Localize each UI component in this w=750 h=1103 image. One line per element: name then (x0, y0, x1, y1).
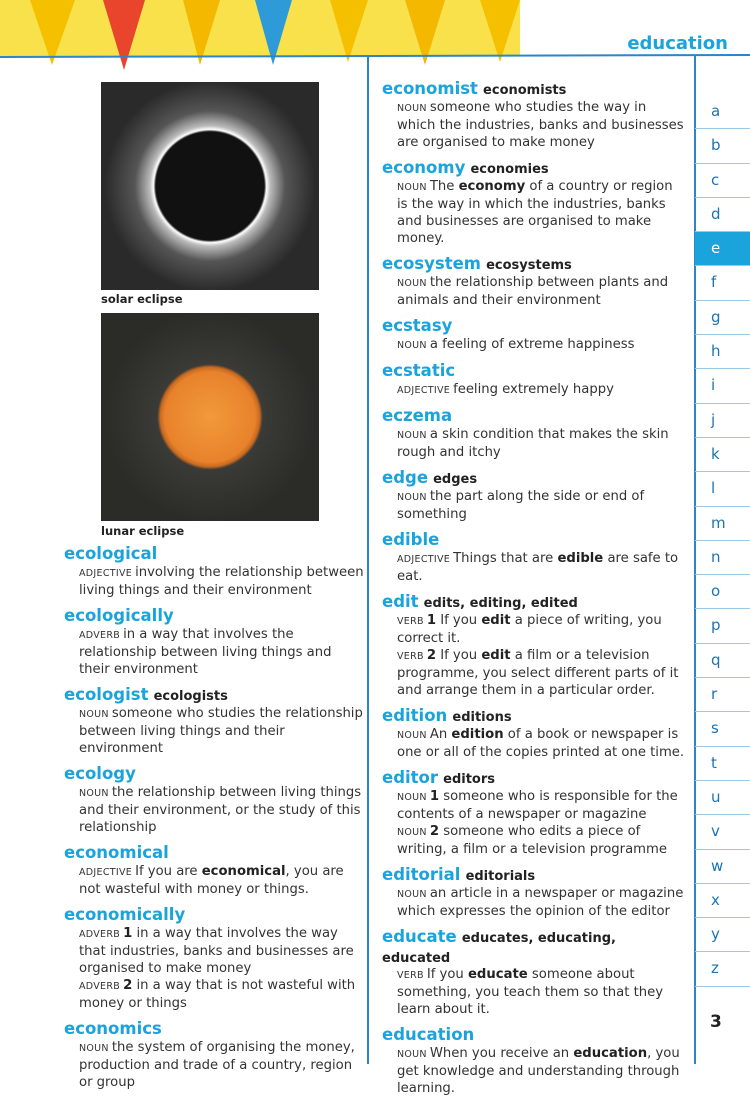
letter-tab-x[interactable]: x (695, 884, 750, 918)
definition-text: someone who studies the relationship between living things and their environment (79, 706, 363, 756)
definition (382, 178, 687, 247)
definition (64, 564, 364, 599)
headword: edible (382, 530, 440, 549)
definition (382, 99, 687, 151)
part-of-speech: ADJECTIVE (397, 554, 451, 565)
letter-tab-u[interactable]: u (695, 781, 750, 815)
definition (64, 626, 364, 678)
definition-text: in a way that involves the relationship between living things and their environment (79, 627, 332, 677)
letter-tab-g[interactable]: g (695, 301, 750, 335)
headword: education (382, 1025, 475, 1044)
definition-text: involving the relationship between living things and their environment (79, 565, 364, 598)
letter-tab-z[interactable]: z (695, 952, 750, 986)
inflected-forms: edges (433, 472, 478, 487)
bold-term: edit (481, 648, 511, 663)
dictionary-entry (64, 684, 364, 757)
letter-tab-m[interactable]: m (695, 507, 750, 541)
entry-header (382, 926, 687, 966)
definition (382, 966, 687, 1018)
definition-text: If you (436, 613, 482, 628)
dictionary-entry (382, 253, 687, 309)
definition (382, 1045, 687, 1097)
definition-text: a feeling of extreme happiness (429, 337, 635, 352)
headword: economical (64, 843, 169, 862)
alphabet-tabs (695, 95, 750, 987)
definition (64, 925, 364, 977)
letter-tab-p[interactable]: p (695, 609, 750, 643)
definition-text: in a way that involves the way that industries, banks and businesses are organised to make money (79, 926, 354, 976)
lunar-eclipse-image (101, 313, 319, 521)
headword: ecology (64, 764, 136, 783)
part-of-speech: NOUN (397, 1049, 427, 1060)
definition (64, 784, 364, 836)
dictionary-entry (382, 467, 687, 523)
headword: ecologist (64, 685, 149, 704)
entry-header (64, 543, 364, 564)
bold-term: 2 (123, 978, 133, 993)
bold-term: educate (467, 967, 528, 982)
letter-tab-y[interactable]: y (695, 918, 750, 952)
part-of-speech: NOUN (397, 182, 427, 193)
part-of-speech: NOUN (397, 730, 427, 741)
bold-term: economy (458, 179, 526, 194)
inflected-forms: editors (443, 772, 495, 787)
part-of-speech: NOUN (79, 1043, 109, 1054)
definition-text: of a country or region is the way in which the industries, banks and businesses are organised to make money. (397, 179, 673, 246)
headword: ecstatic (382, 361, 456, 380)
definition (382, 274, 687, 309)
definition-text: the system of organising the money, production and trade of a country, region or group (79, 1040, 355, 1090)
entry-header (382, 78, 687, 99)
letter-tab-f[interactable]: f (695, 266, 750, 300)
definition-text: The (429, 179, 459, 194)
headword: ecstasy (382, 316, 453, 335)
definition (382, 647, 687, 699)
part-of-speech: NOUN (397, 792, 427, 803)
solar-eclipse-image (101, 82, 319, 290)
inflected-forms: economies (470, 162, 549, 177)
definition-text: someone who edits a piece of writing, a film or a television programme (397, 824, 667, 857)
headword: editor (382, 768, 439, 787)
headword: ecosystem (382, 254, 481, 273)
headword: edit (382, 592, 419, 611)
definition (382, 788, 687, 823)
middle-entries (382, 78, 687, 1103)
letter-tab-d[interactable]: d (695, 198, 750, 232)
definition (64, 705, 364, 757)
part-of-speech: NOUN (397, 278, 427, 289)
part-of-speech: ADJECTIVE (397, 385, 451, 396)
entry-header (64, 1018, 364, 1039)
entry-header (382, 467, 687, 488)
part-of-speech: NOUN (397, 340, 427, 351)
inflected-forms: editorials (465, 869, 536, 884)
headword: editorial (382, 865, 461, 884)
part-of-speech: NOUN (397, 492, 427, 503)
definition-text: are safe to eat. (397, 551, 679, 584)
dictionary-entry (382, 1024, 687, 1097)
definition-text: An (429, 727, 452, 742)
letter-tab-l[interactable]: l (695, 472, 750, 506)
entry-header (64, 684, 364, 705)
letter-tab-b[interactable]: b (695, 129, 750, 163)
part-of-speech: VERB (397, 651, 424, 662)
definition (382, 336, 687, 354)
entry-header (64, 904, 364, 925)
dictionary-entry (64, 605, 364, 678)
headword: educate (382, 927, 457, 946)
headword: ecologically (64, 606, 174, 625)
headword: economist (382, 79, 478, 98)
entry-header (382, 705, 687, 726)
part-of-speech: VERB (397, 970, 424, 981)
definition (382, 381, 687, 399)
entry-header (382, 157, 687, 178)
part-of-speech: NOUN (397, 827, 427, 838)
dictionary-entry (382, 157, 687, 247)
dictionary-entry (64, 1018, 364, 1091)
part-of-speech: ADJECTIVE (79, 867, 133, 878)
part-of-speech: ADJECTIVE (79, 568, 133, 579)
definition-text: someone who is responsible for the contents of a newspaper or magazine (397, 789, 678, 822)
letter-tab-q[interactable]: q (695, 644, 750, 678)
definition (382, 885, 687, 920)
part-of-speech: ADVERB (79, 981, 121, 992)
headword: economy (382, 158, 466, 177)
entry-header (64, 763, 364, 784)
definition-text: the part along the side or end of something (397, 489, 645, 522)
letter-tab-e[interactable]: e (695, 232, 750, 266)
bold-term: 1 (429, 789, 440, 804)
definition-text: someone about something, you teach them so that they learn about it. (397, 967, 664, 1017)
dictionary-entry (64, 842, 364, 898)
definition (382, 488, 687, 523)
entry-header (382, 253, 687, 274)
part-of-speech: ADVERB (79, 929, 121, 940)
letter-tab-j[interactable]: j (695, 404, 750, 438)
definition-text: If you (426, 967, 468, 982)
inflected-forms: ecologists (153, 689, 228, 704)
entry-header (382, 529, 687, 550)
definition (64, 863, 364, 898)
letter-tab-h[interactable]: h (695, 335, 750, 369)
headword: eczema (382, 406, 453, 425)
letter-tab-n[interactable]: n (695, 541, 750, 575)
part-of-speech: NOUN (397, 103, 427, 114)
letter-tab-s[interactable]: s (695, 712, 750, 746)
bold-term: edit (481, 613, 511, 628)
definition-text: feeling extremely happy (453, 382, 614, 397)
definition-text: If you are (135, 864, 202, 879)
running-head: education (627, 33, 728, 54)
entry-header (64, 605, 364, 626)
definition-text: an article in a newspaper or magazine which expresses the opinion of the editor (397, 886, 684, 919)
left-entries (64, 543, 364, 1097)
definition (382, 823, 687, 858)
definition (382, 612, 687, 647)
dictionary-entry (382, 864, 687, 920)
dictionary-entry (382, 926, 687, 1018)
entry-header (382, 767, 687, 788)
bold-term: edition (451, 727, 504, 742)
entry-header (64, 842, 364, 863)
definition-text: If you (436, 648, 482, 663)
part-of-speech: NOUN (397, 430, 427, 441)
image-caption: lunar eclipse (101, 524, 185, 538)
entry-header (382, 591, 687, 612)
letter-tab-r[interactable]: r (695, 678, 750, 712)
dictionary-entry (382, 705, 687, 761)
dictionary-entry (382, 591, 687, 699)
inflected-forms: edits, editing, edited (423, 596, 578, 611)
letter-tab-k[interactable]: k (695, 438, 750, 472)
part-of-speech: NOUN (79, 788, 109, 799)
definition-text: When you receive an (429, 1046, 574, 1061)
definition-text: the relationship between plants and animals and their environment (397, 275, 669, 308)
dictionary-entry (64, 904, 364, 1012)
letter-tab-a[interactable]: a (695, 95, 750, 129)
dictionary-entry (382, 405, 687, 461)
definition-text: , you get knowledge and understanding through learning. (397, 1046, 680, 1096)
definition (382, 726, 687, 761)
bold-term: economical (201, 864, 286, 879)
dictionary-entry (382, 360, 687, 399)
bold-term: education (573, 1046, 648, 1061)
definition-text: a skin condition that makes the skin rough and itchy (397, 427, 669, 460)
bold-term: edible (557, 551, 604, 566)
bold-term: 1 (426, 613, 437, 628)
definition (64, 977, 364, 1012)
dictionary-entry (64, 543, 364, 599)
dictionary-entry (382, 315, 687, 354)
bold-term: 1 (123, 926, 133, 941)
column-divider (367, 56, 369, 1064)
inflected-forms: ecosystems (486, 258, 572, 273)
entry-header (382, 405, 687, 426)
definition-text: Things that are (453, 551, 558, 566)
letter-tab-i[interactable]: i (695, 369, 750, 403)
entry-header (382, 864, 687, 885)
page-number: 3 (710, 1012, 722, 1032)
inflected-forms: educates, educating, educated (382, 931, 616, 966)
definition (382, 426, 687, 461)
definition (382, 550, 687, 585)
letter-tab-t[interactable]: t (695, 747, 750, 781)
dictionary-entry (64, 763, 364, 836)
image-caption: solar eclipse (101, 292, 183, 306)
dictionary-entry (382, 529, 687, 585)
part-of-speech: NOUN (397, 889, 427, 900)
bold-term: 2 (429, 824, 440, 839)
letter-tab-w[interactable]: w (695, 850, 750, 884)
inflected-forms: economists (483, 83, 567, 98)
definition (64, 1039, 364, 1091)
headword: edition (382, 706, 448, 725)
headword: economically (64, 905, 186, 924)
bold-term: 2 (426, 648, 437, 663)
definition-text: someone who studies the way in which the industries, banks and businesses are organised to make money (397, 100, 684, 150)
definition-text: the relationship between living things and their environment, or the study of this relationship (79, 785, 362, 835)
headword: ecological (64, 544, 158, 563)
dictionary-entry (382, 78, 687, 151)
definition-text: of a book or newspaper is one or all of the copies printed at one time. (397, 727, 685, 760)
entry-header (382, 1024, 687, 1045)
headword: economics (64, 1019, 162, 1038)
letter-tab-o[interactable]: o (695, 575, 750, 609)
inflected-forms: editions (452, 710, 512, 725)
dictionary-entry (382, 767, 687, 858)
definition-text: a film or a television programme, you select different parts of it and arrange them in a particular order. (397, 648, 679, 698)
letter-tab-c[interactable]: c (695, 164, 750, 198)
definition-text: , you are not wasteful with money or things. (79, 864, 344, 897)
headword: edge (382, 468, 429, 487)
entry-header (382, 315, 687, 336)
part-of-speech: NOUN (79, 709, 109, 720)
letter-tab-v[interactable]: v (695, 815, 750, 849)
definition-text: a piece of writing, you correct it. (397, 613, 662, 646)
definition-text: in a way that is not wasteful with money or things (79, 978, 356, 1011)
entry-header (382, 360, 687, 381)
part-of-speech: VERB (397, 616, 424, 627)
part-of-speech: ADVERB (79, 630, 121, 641)
